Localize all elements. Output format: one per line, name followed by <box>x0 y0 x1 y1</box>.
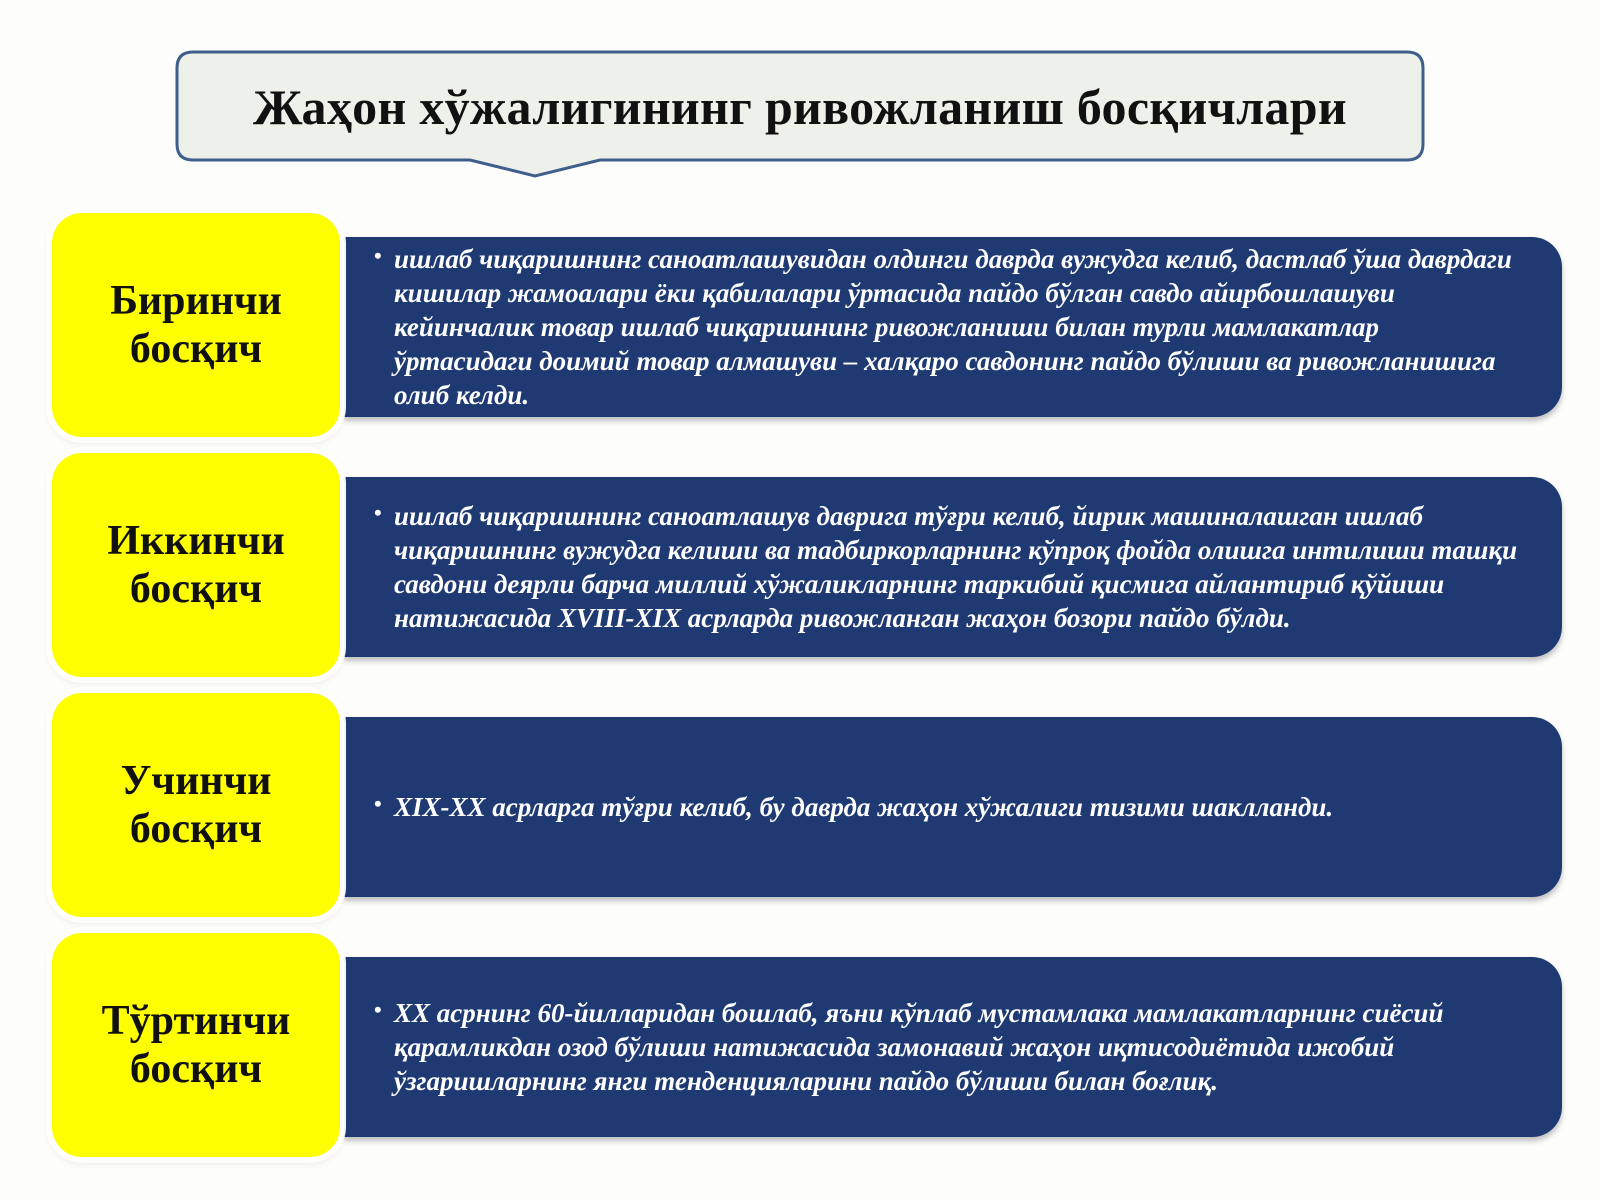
stage-4-label <box>52 933 340 1157</box>
stage-2 <box>52 453 1562 677</box>
stage-1-description <box>374 242 1522 412</box>
stage-1-name-line1: Биринчи <box>110 278 282 324</box>
stage-3-description <box>374 790 1334 824</box>
stage-4-description-box <box>344 957 1562 1137</box>
stage-2-name-line1: Иккинчи <box>107 518 285 564</box>
page-title: Жаҳон хўжалигининг ривожланиш босқичлари <box>253 79 1347 135</box>
stage-1 <box>52 213 1562 437</box>
stage-2-label <box>52 453 340 677</box>
bullet-icon: • <box>374 997 382 1022</box>
stage-3 <box>52 693 1562 917</box>
stage-3-label <box>52 693 340 917</box>
stage-4-description-text: XX асрнинг 60-йилларидан бошлаб, яъни кўплаб мустамлака мамлакатларнинг сиёсий қарамликдан озод бўлиши натижасида замонавий жаҳон иқтисодиётида ижобий ўзгаришларнинг янги тенденцияларини пайдо бўлиши билан боғлиқ. <box>394 998 1444 1096</box>
stage-4-name-line2: босқич <box>129 1046 263 1092</box>
stage-1-label <box>52 213 340 437</box>
title-banner <box>175 50 1425 178</box>
stage-1-description-box <box>344 237 1562 417</box>
bullet-icon: • <box>374 500 382 525</box>
stage-3-name-line1: Учинчи <box>120 758 272 804</box>
stage-4-description <box>374 996 1522 1098</box>
stage-1-description-text: ишлаб чиқаришнинг саноатлашувидан олдинги даврда вужудга келиб, дастлаб ўша даврдаги кишилар жамоалари ёки қабилалари ўртасида пайдо бўлган савдо айирбошлашуви кейинчалик товар ишлаб чиқаришнинг ривожланиши билан турли мамлакатлар ўртасидаги доимий товар алмашуви – халқаро савдонинг пайдо бўлиши ва ривожланишига олиб келди. <box>394 244 1512 410</box>
stage-2-description-text: ишлаб чиқаришнинг саноатлашув даврига тўғри келиб, йирик машиналашган ишлаб чиқаришнинг вужудга келиши ва тадбиркорларнинг кўпроқ фойда олишга интилиши ташқи савдони деярли барча миллий хўжаликларнинг таркибий қисмига айлантириб қўйиши натижасида XVIII-XIX асрларда ривожланган жаҳон бозори пайдо бўлди. <box>394 501 1518 633</box>
bullet-icon: • <box>374 243 382 268</box>
stage-3-description-box <box>344 717 1562 897</box>
stage-3-name-line2: босқич <box>129 806 263 852</box>
stage-2-description <box>374 499 1522 635</box>
stage-2-name-line2: босқич <box>129 566 263 612</box>
stage-4-name-line1: Тўртинчи <box>101 998 291 1044</box>
stage-2-description-box <box>344 477 1562 657</box>
stage-4 <box>52 933 1562 1157</box>
bullet-icon: • <box>374 791 382 816</box>
stage-3-description-text: XIX-XX асрларга тўғри келиб, бу даврда жаҳон хўжалиги тизими шаклланди. <box>394 792 1334 822</box>
stage-1-name-line2: босқич <box>129 326 263 372</box>
